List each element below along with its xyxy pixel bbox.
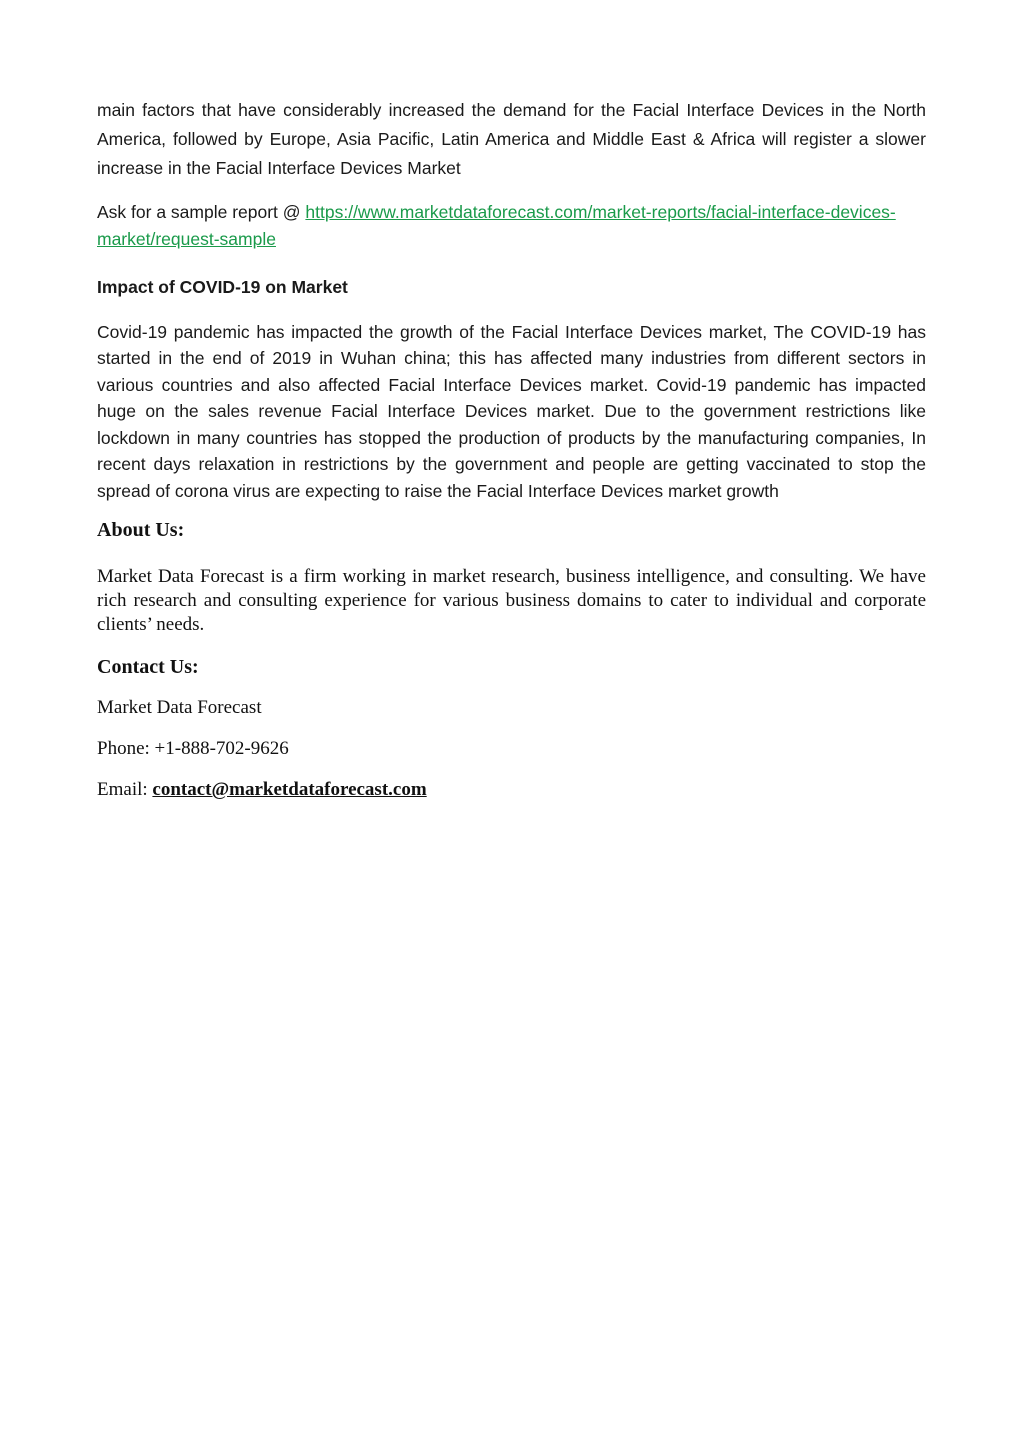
contact-phone: Phone: +1-888-702-9626 bbox=[97, 738, 289, 759]
sample-request-line bbox=[97, 199, 926, 252]
covid-heading: Impact of COVID-19 on Market bbox=[97, 277, 348, 297]
contact-heading: Contact Us: bbox=[97, 656, 199, 678]
contact-company: Market Data Forecast bbox=[97, 697, 262, 718]
contact-email-line bbox=[97, 778, 926, 802]
intro-paragraph: main factors that have considerably increased the demand for the Facial Interface Devices in the North America, followed by Europe, Asia Pacific, Latin America and Middle East & Africa will register a slower increase in the Facial Interface Devices Market bbox=[97, 100, 926, 178]
contact-email-link[interactable]: contact@marketdataforecast.com bbox=[152, 779, 427, 800]
about-heading: About Us: bbox=[97, 519, 185, 541]
contact-email-label: Email: bbox=[97, 779, 153, 800]
about-paragraph: Market Data Forecast is a firm working in market research, business intelligence, and consulting. We have rich research and consulting experience for various business domains to cater to individual and corporate clients’ needs. bbox=[97, 566, 926, 635]
covid-paragraph: Covid-19 pandemic has impacted the growth of the Facial Interface Devices market, The COVID-19 has started in the end of 2019 in Wuhan china; this has affected many industries from different sectors in various countries and also affected Facial Interface Devices market. Covid-19 pandemic has impacted huge on the sales revenue Facial Interface Devices market. Due to the government restrictions like lockdown in many countries has stopped the production of products by the manufacturing companies, In recent days relaxation in restrictions by the government and people are getting vaccinated to stop the spread of corona virus are expecting to raise the Facial Interface Devices market growth bbox=[97, 321, 926, 501]
sample-report-link[interactable]: https://www.marketdataforecast.com/market-reports/facial-interface-devices-market/request-sample bbox=[97, 202, 896, 249]
document-page bbox=[97, 96, 926, 802]
sample-request-prefix: Ask for a sample report @ bbox=[97, 202, 306, 222]
